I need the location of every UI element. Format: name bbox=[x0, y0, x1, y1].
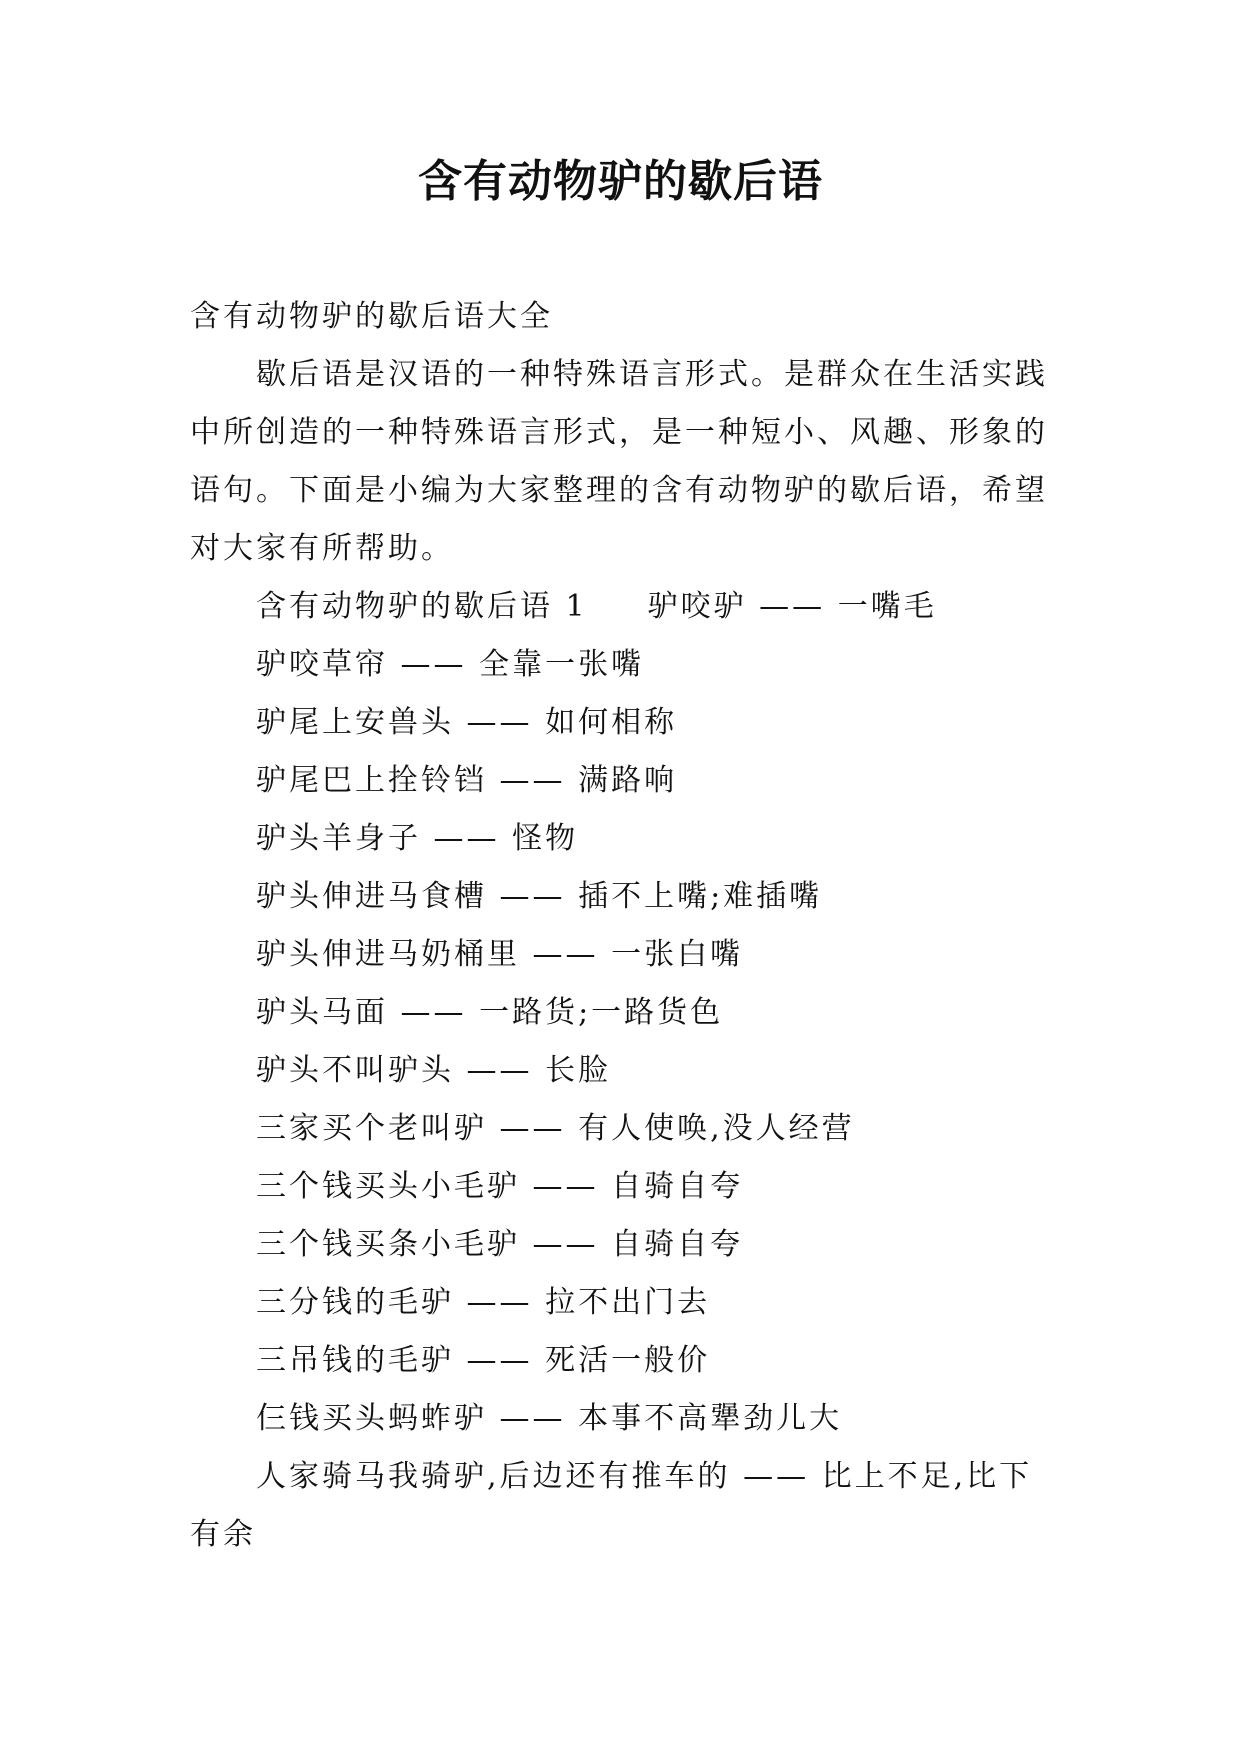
document-subtitle: 含有动物驴的歇后语大全 bbox=[190, 299, 553, 334]
last-entry: 人家骑马我骑驴,后边还有推车的 —— 比上不足,比下有余 bbox=[190, 1459, 1033, 1552]
list-item: 三分钱的毛驴 —— 拉不出门去 bbox=[256, 1285, 711, 1320]
list-item: 驴头羊身子 —— 怪物 bbox=[256, 821, 579, 856]
list-item: 驴尾巴上拴铃铛 —— 满路响 bbox=[256, 763, 678, 798]
list-item: 三个钱买条小毛驴 —— 自骑自夸 bbox=[256, 1227, 744, 1262]
list-item: 仨钱买头蚂蚱驴 —— 本事不高犟劲儿大 bbox=[256, 1401, 843, 1436]
list-item: 三家买个老叫驴 —— 有人使唤,没人经营 bbox=[256, 1111, 855, 1146]
list-item: 驴咬草帘 —— 全靠一张嘴 bbox=[256, 647, 645, 682]
list-item: 三吊钱的毛驴 —— 死活一般价 bbox=[256, 1343, 711, 1378]
document-body bbox=[190, 288, 1050, 1564]
entries-list bbox=[190, 636, 1050, 1448]
list-item: 驴头伸进马奶桶里 —— 一张白嘴 bbox=[256, 937, 744, 972]
first-entry: 驴咬驴 —— 一嘴毛 bbox=[647, 589, 937, 624]
list-item: 驴头伸进马食槽 —— 插不上嘴;难插嘴 bbox=[256, 879, 823, 914]
list-item: 三个钱买头小毛驴 —— 自骑自夸 bbox=[256, 1169, 744, 1204]
page-title: 含有动物驴的歇后语 bbox=[418, 156, 823, 207]
list-item: 驴尾上安兽头 —— 如何相称 bbox=[256, 705, 678, 740]
section-heading: 含有动物驴的歇后语 1 bbox=[256, 589, 588, 624]
intro-paragraph: 歇后语是汉语的一种特殊语言形式。是群众在生活实践中所创造的一种特殊语言形式，是一种短小、风趣、形象的语句。下面是小编为大家整理的含有动物驴的歇后语，希望对大家有所帮助。 bbox=[190, 357, 1048, 566]
list-item: 驴头不叫驴头 —— 长脸 bbox=[256, 1053, 612, 1088]
section-heading-line bbox=[190, 578, 1050, 636]
list-item: 驴头马面 —— 一路货;一路货色 bbox=[256, 995, 724, 1030]
